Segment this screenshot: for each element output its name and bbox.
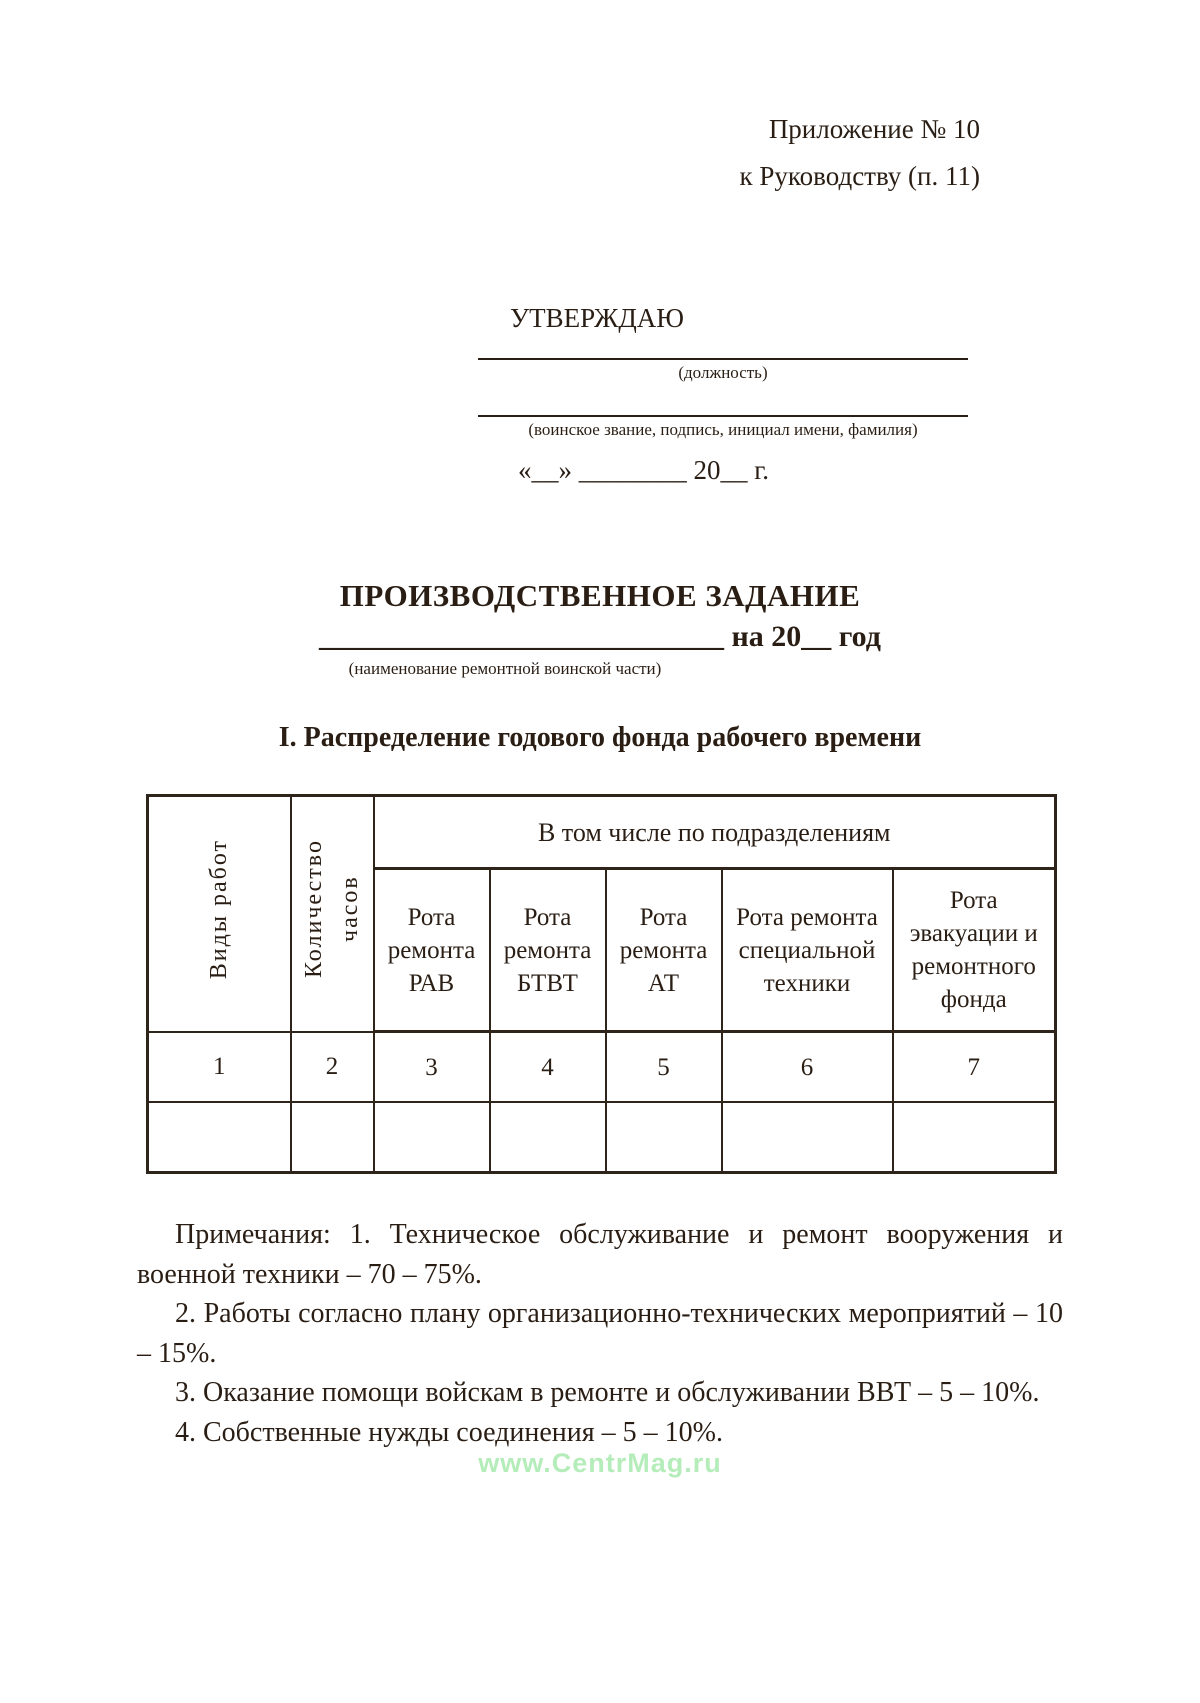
empty-cell: [490, 1102, 606, 1173]
header-kolichestvo-chasov: [291, 796, 374, 1032]
col-number: 3: [374, 1032, 490, 1103]
notes-block: [137, 1215, 1063, 1452]
note-3: 3. Оказание помощи войскам в ремонте и обслуживании ВВТ – 5 – 10%.: [175, 1377, 1040, 1408]
document-title-block: [0, 576, 1200, 679]
title-caption: (наименование ремонтной воинской части): [348, 659, 662, 678]
title-year-line: ___________________________ на 20__ год: [319, 620, 881, 653]
col-number: 6: [722, 1032, 893, 1103]
appendix-reference: к Руководству (п. 11): [739, 161, 980, 191]
col-number: 4: [490, 1032, 606, 1103]
header-rota-btvt: Рота ремонта БТВТ: [490, 869, 606, 1032]
col-number: 2: [291, 1032, 374, 1103]
empty-cell: [148, 1102, 291, 1173]
header-vidy-rabot: [148, 796, 291, 1032]
position-blank-line: [478, 336, 968, 360]
empty-cell: [291, 1102, 374, 1173]
empty-cell: [606, 1102, 722, 1173]
header-rota-rav: Рота ремонта РАВ: [374, 869, 490, 1032]
appendix-header: [740, 106, 980, 200]
header-rota-spec-tech: Рота ремонта специальной техники: [722, 869, 893, 1032]
header-rota-at: Рота ремонта АТ: [606, 869, 722, 1032]
work-time-distribution-table: [146, 794, 1057, 1174]
column-number-row: [148, 1032, 1056, 1103]
col-number: 1: [148, 1032, 291, 1103]
appendix-number: Приложение № 10: [768, 114, 980, 144]
document-title: ПРОИЗВОДСТВЕННОЕ ЗАДАНИЕ: [339, 578, 861, 613]
approve-word: УТВЕРЖДАЮ: [510, 303, 685, 333]
note-2: 2. Работы согласно плану организационно-технических мероприятий – 10 – 15%.: [137, 1298, 1063, 1369]
position-caption: (должность): [678, 363, 768, 382]
section-heading: I. Распределение годового фонда рабочего времени: [278, 722, 922, 753]
empty-data-row: [148, 1102, 1056, 1173]
note-1: Примечания: 1. Техническое обслуживание и ремонт вооружения и военной техники – 70 – 75%.: [137, 1219, 1063, 1290]
col-number: 7: [893, 1032, 1056, 1103]
vidy-rabot-label: Виды работ: [206, 839, 233, 980]
header-rota-evakuatsii: Рота эвакуации и ремонтного фонда: [893, 869, 1056, 1032]
empty-cell: [893, 1102, 1056, 1173]
empty-cell: [374, 1102, 490, 1173]
header-group-podrazdeleniya: В том числе по подразделениям: [374, 796, 1056, 869]
signature-blank-line: [478, 383, 968, 417]
note-4: 4. Собственные нужды соединения – 5 – 10%.: [175, 1416, 723, 1448]
empty-cell: [722, 1102, 893, 1173]
date-blank-line: «__» ________ 20__ г.: [518, 455, 770, 485]
signature-caption: (воинское звание, подпись, инициал имени, фамилия): [528, 420, 918, 439]
centrmag-watermark: www.CentrMag.ru: [478, 1448, 722, 1478]
col-number: 5: [606, 1032, 722, 1103]
approval-block: [478, 301, 968, 486]
kolichestvo-chasov-label: Количество часов: [301, 839, 363, 979]
